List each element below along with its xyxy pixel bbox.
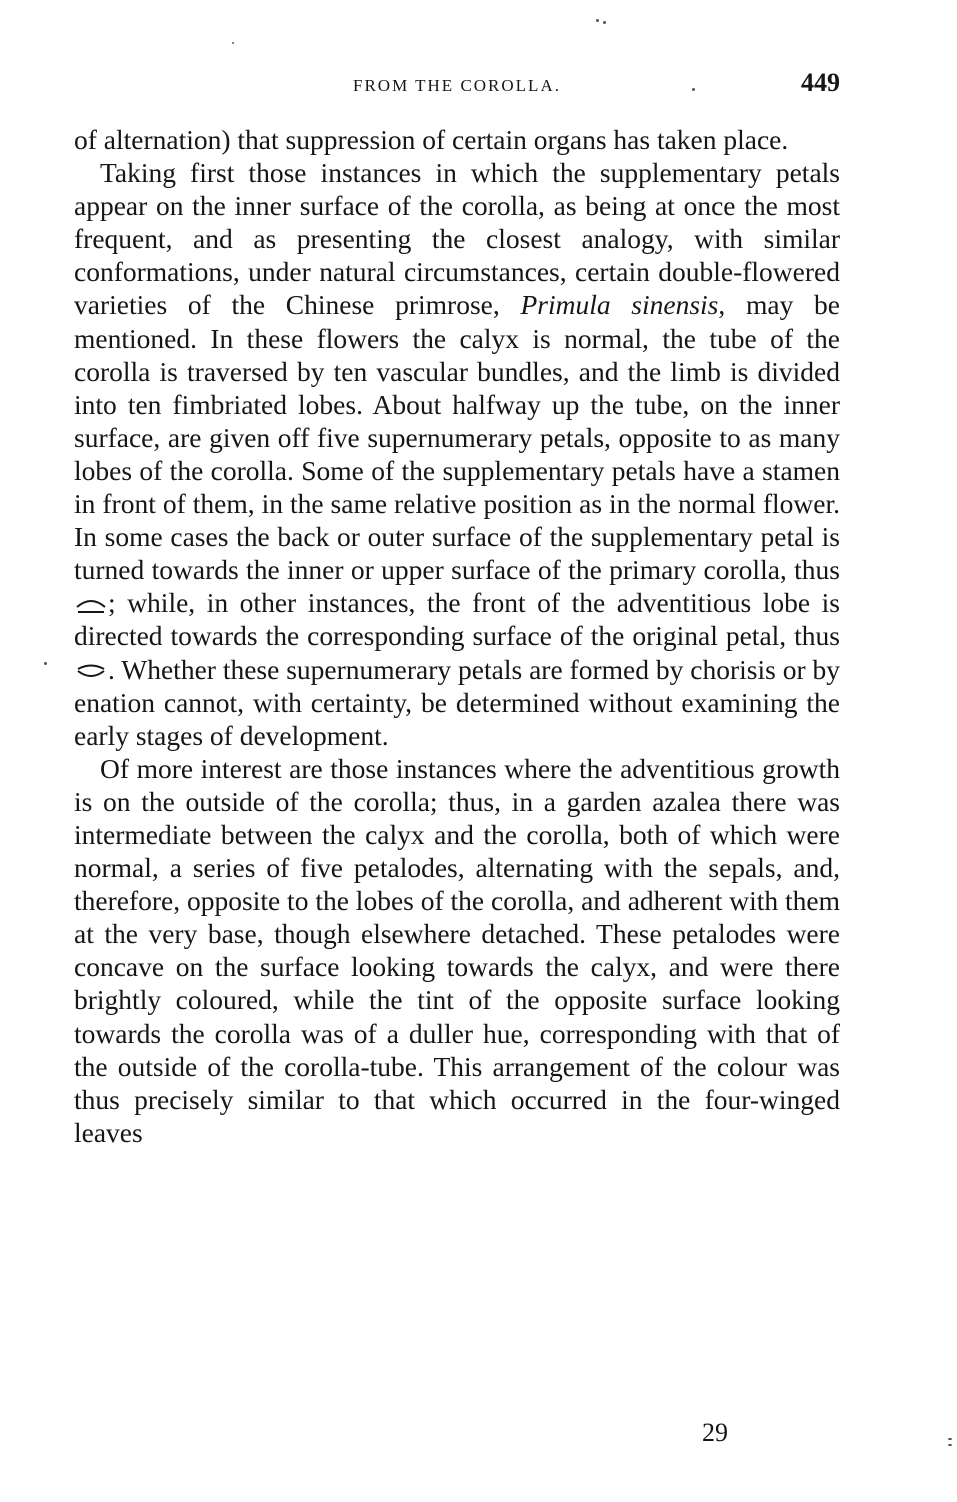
petal-back-outward-diagram-icon	[74, 594, 108, 614]
ink-speck	[948, 1444, 952, 1446]
paragraph-2	[74, 156, 840, 752]
ink-speck	[692, 88, 695, 91]
paragraph-2-part-2: , may be mentioned. In these flowers the calyx is normal, the tube of the corolla is traversed by ten vascular bundles, and the limb is divided into ten fimbriated lobes. About halfway up the tube, on the inner surface, are given off five supernumerary petals, opposite to as many lobes of the corolla. Some of the supplementary petals have a stamen in front of them, in the same relative position as in the normal flower. In some cases the back or outer surface of the supplementary petal is turned towards the inner or upper surface of the primary corolla, thus	[74, 289, 840, 586]
ink-speck	[948, 1438, 952, 1440]
running-title: FROM THE COROLLA.	[353, 76, 561, 95]
ink-speck	[596, 19, 599, 22]
species-name: Primula sinensis	[520, 289, 719, 321]
ink-speck	[603, 21, 606, 24]
paragraph-2-part-1: Taking first those instances in which the supplementary petals appear on the inner surface of the corolla, as being at once the most frequent, and as presenting the closest analogy, with similar conformations, under natural circumstances, certain double-flowered varieties of the Chinese primrose,	[74, 157, 840, 321]
body-text	[74, 123, 840, 1149]
page-number: 449	[801, 68, 840, 97]
petal-front-inward-diagram-icon	[74, 661, 108, 681]
paragraph-1: of alternation) that suppression of certain organs has taken place.	[74, 124, 789, 155]
ink-speck	[44, 662, 47, 665]
running-head	[74, 70, 840, 110]
signature-mark: 29	[702, 1418, 728, 1447]
paragraph-2-part-4: . Whether these supernumerary petals are formed by chorisis or by enation cannot, with certainty, be determined without examining the early stages of development.	[74, 653, 840, 751]
ink-speck	[232, 42, 234, 44]
paragraph-3: Of more interest are those instances where the adventitious growth is on the outside of the corolla; thus, in a garden azalea there was intermediate between the calyx and the corolla, both of which were normal, a series of five petalodes, alternating with the sepals, and, therefore, opposite to the lobes of the corolla, and adherent with them at the very base, though elsewhere detached. These petalodes were concave on the surface looking towards the calyx, and were there brightly coloured, while the tint of the opposite surface looking towards the corolla was of a duller hue, corresponding with that of the outside of the corolla-tube. This arrangement of the colour was thus precisely similar to that which occurred in the four-winged leaves	[74, 752, 840, 1148]
paragraph-2-part-3: ; while, in other instances, the front of the adventitious lobe is directed towards the corresponding surface of the original petal, thus	[74, 587, 840, 652]
